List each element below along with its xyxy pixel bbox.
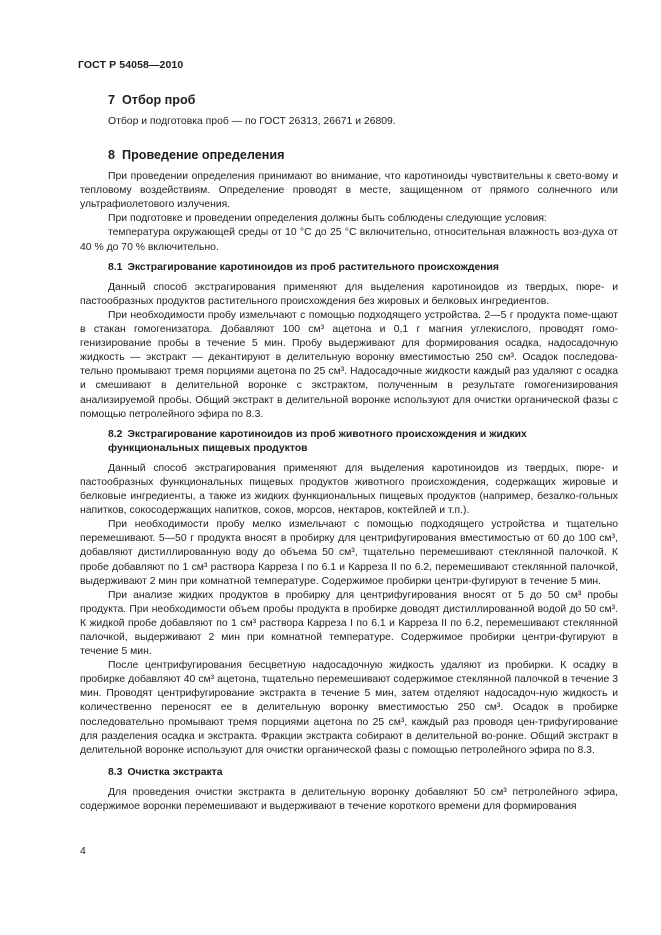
page-number: 4 bbox=[80, 846, 86, 857]
section-8-2-title: Экстрагирование каротиноидов из проб животного происхождения и жидких bbox=[127, 428, 527, 440]
document-header: ГОСТ Р 54058—2010 bbox=[78, 59, 184, 71]
section-8-paragraph-1: При проведении определения принимают во внимание, что каротиноиды чувствительны к свето-вому и тепловому воздействиям. Определение проводят в месте, защищенном от прямого солнечного или ультрафиолетового излучения. bbox=[80, 171, 618, 211]
section-8-number: 8 bbox=[108, 148, 116, 163]
section-8-1-paragraph-2: При необходимости пробу измельчают с помощью подходящего устройства. 2—5 г продукта поме-щают в стакан гомогенизатора. Добавляют 100 см³ ацетона и 0,1 г магния углекислого, проводят гомо-генизирование пробы в течение 5 мин. Пробу выдерживают для формирования осадка, надосадочную жидкость — экстракт — декантируют в делительную воронку вместимостью 250 см³. Осадок последова-тельно промывают тремя порциями ацетона по 25 см³. Надосадочные жидкости каждый раз удаляют с осадка и смешивают в делительной воронке с экстрактом, полученным в результате гомогенизирования анализируемой пробы. Общий экстракт в делительной воронке используют для очистки органической фазы с помощью петролейного эфира по 8.3. bbox=[80, 309, 618, 420]
section-8-2-title-continued: функциональных пищевых продуктов bbox=[108, 442, 308, 454]
section-8-1-title: Экстрагирование каротиноидов из проб растительного происхождения bbox=[127, 261, 499, 273]
document-body bbox=[80, 92, 618, 814]
section-8-3-paragraph-1: Для проведения очистки экстракта в делительную воронку добавляют 50 см³ петролейного эфира, содержимое воронки перемешивают и выдерживают в течение короткого времени для формирования bbox=[80, 786, 618, 813]
section-8-1-number: 8.1 bbox=[108, 261, 123, 273]
section-8-2-paragraph-1: Данный способ экстрагирования применяют для выделения каротиноидов из твердых, пюре- и пастообразных функциональных пищевых продуктов животного происхождения, содержащих жировые и белковые ингредиенты, а также из жидких функциональных пищевых продуктов (например, безалко-гольных напитков, сокосодержащих напитков, соков, морсов, нектаров, коктейлей и т.п.). bbox=[80, 462, 618, 517]
section-8-2-heading bbox=[80, 428, 618, 456]
section-8-3-heading bbox=[80, 766, 618, 780]
section-8-2-paragraph-3: При анализе жидких продуктов в пробирку для центрифугирования вносят от 5 до 50 см³ пробы продукта. При необходимости объем пробы продукта в пробирке доводят дистиллированной водой до 50 см³. К жидкой пробе добавляют по 1 см³ раствора Карреза I по 6.1 и Карреза II по 6.2, перемешивают стеклянной палочкой, выдерживают 2 мин при комнатной температуре. Содержимое пробирки центри-фугируют в течение 5 мин. bbox=[80, 589, 618, 658]
section-8-3-number: 8.3 bbox=[108, 766, 123, 778]
section-8-1-heading bbox=[80, 261, 618, 275]
section-8-heading bbox=[80, 147, 618, 164]
section-8-2-paragraph-4: После центрифугирования бесцветную надосадочную жидкость удаляют из пробирки. К осадку в пробирке добавляют 40 см³ ацетона, тщательно перемешивают содержимое стеклянной палочкой в течение 3 мин. Проводят центрифугирование экстракта в течение 5 мин, затем отделяют надосадоч-ную жидкость и количественно переносят ее в делительную воронку вместимостью 250 см³. Осадок в пробирке последовательно промывают тремя порциями ацетона по 25 см³, каждый раз проводя цен-трифугирование для разделения осадка и экстракта. Фракции экстракта собирают в делительной во-ронке. Общий экстракт в делительной воронке используют для очистки органической фазы с помощью петролейного эфира по 8.3. bbox=[80, 660, 618, 756]
section-8-1-paragraph-1: Данный способ экстрагирования применяют для выделения каротиноидов из твердых, пюре- и пастообразных продуктов растительного происхождения без жировых и белковых ингредиентов. bbox=[80, 281, 618, 307]
section-8-3-title: Очистка экстракта bbox=[127, 766, 223, 778]
section-7-heading bbox=[80, 92, 618, 109]
section-8-paragraph-2: При подготовке и проведении определения должны быть соблюдены следующие условия: bbox=[108, 213, 547, 225]
section-7-text: Отбор и подготовка проб — по ГОСТ 26313, 26671 и 26809. bbox=[108, 116, 396, 127]
section-8-2-number: 8.2 bbox=[108, 428, 123, 440]
section-7-number: 7 bbox=[108, 93, 116, 107]
section-7-title: Отбор проб bbox=[122, 93, 196, 107]
section-8-paragraph-3: температура окружающей среды от 10 °C до 25 °C включительно, относительная влажность воз-духа от 40 % до 70 % включительно. bbox=[80, 227, 618, 253]
section-8-title: Проведение определения bbox=[122, 148, 285, 163]
section-8-2-paragraph-2: При необходимости пробу мелко измельчают с помощью подходящего устройства и тщательно перемешивают. 5—50 г продукта вносят в пробирку для центрифугирования вместимостью от 60 до 100 см³, добавляют дистиллированную воду до объема 50 см³, тщательно перемешивают стеклянной палочкой. К пробе добавляют по 1 см³ раствора Карреза I по 6.1 и Карреза II по 6.2, перемешивают стеклянной палочкой, выдерживают 2 мин при комнатной температуре. Содержимое пробирки центри-фугируют в течение 5 мин. bbox=[80, 519, 618, 587]
